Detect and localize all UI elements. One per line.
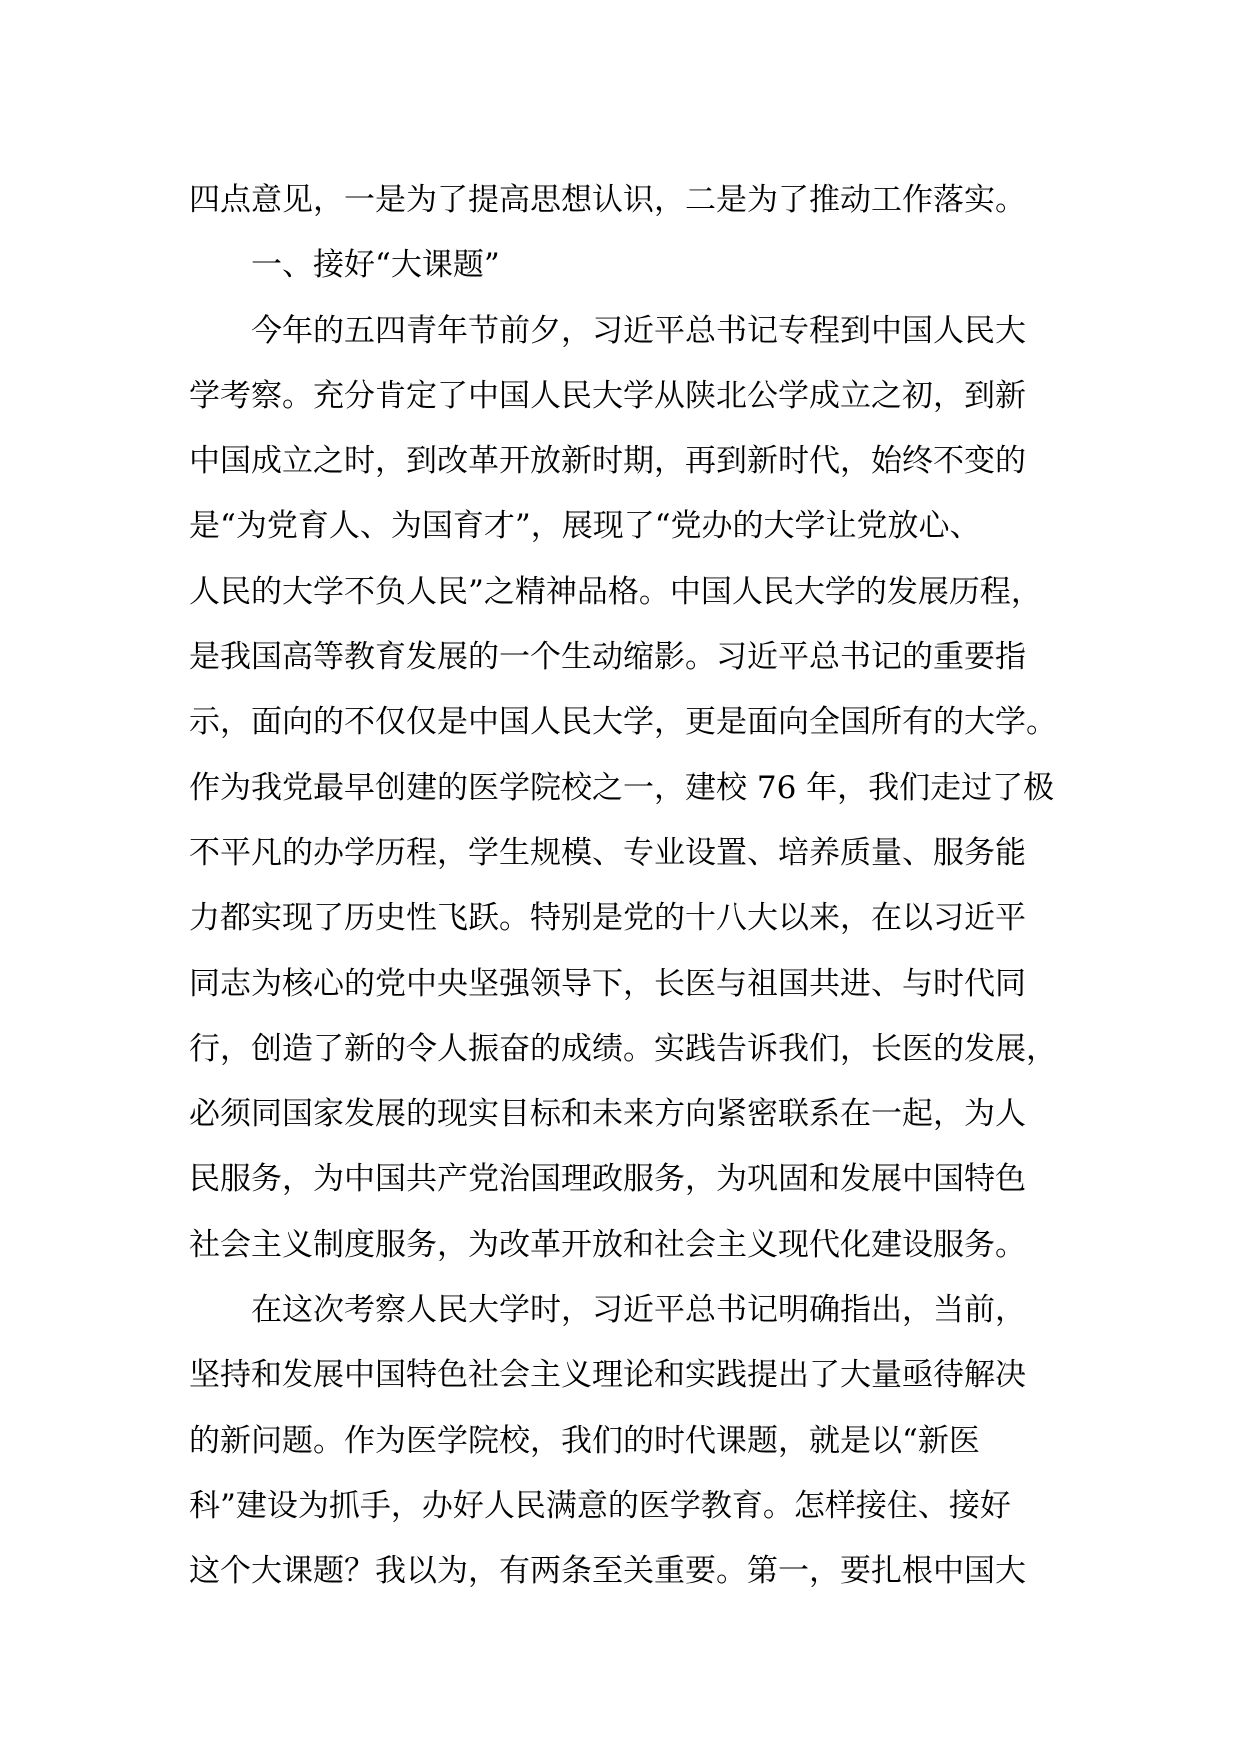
text-line: 不平凡的办学历程，学生规模、专业设置、培养质量、服务能	[189, 834, 1026, 871]
text-line: 坚持和发展中国特色社会主义理论和实践提出了大量亟待解决	[189, 1357, 1026, 1394]
text-line: 是“为党育人、为国育才”，展现了“党办的大学让党放心、	[189, 508, 981, 545]
text-line: 必须同国家发展的现实目标和未来方向紧密联系在一起，为人	[189, 1096, 1026, 1133]
text-line: 这个大课题？我以为，有两条至关重要。第一，要扎根中国大	[189, 1553, 1026, 1590]
text-line: 人民的大学不负人民”之精神品格。中国人民大学的发展历程，	[189, 573, 1042, 610]
text-line: 中国成立之时，到改革开放新时期，再到新时代，始终不变的	[189, 443, 1026, 480]
text-line: 的新问题。作为医学院校，我们的时代课题，就是以“新医	[189, 1422, 980, 1459]
text-line: 是我国高等教育发展的一个生动缩影。习近平总书记的重要指	[189, 639, 1026, 676]
text-line: 今年的五四青年节前夕，习近平总书记专程到中国人民大	[251, 312, 1026, 349]
section-heading: 一、接好“大课题”	[251, 247, 500, 284]
text-line: 社会主义制度服务，为改革开放和社会主义现代化建设服务。	[189, 1226, 1026, 1263]
text-line: 行，创造了新的令人振奋的成绩。实践告诉我们，长医的发展，	[189, 1030, 1057, 1067]
text-line: 学考察。充分肯定了中国人民大学从陕北公学成立之初，到新	[189, 377, 1026, 414]
text-line: 作为我党最早创建的医学院校之一，建校 76 年，我们走过了极	[189, 769, 1055, 806]
text-line: 四点意见，一是为了提高思想认识，二是为了推动工作落实。	[189, 182, 1026, 218]
text-line: 同志为核心的党中央坚强领导下，长医与祖国共进、与时代同	[189, 965, 1026, 1002]
document-body	[189, 168, 1084, 1605]
text-line: 示，面向的不仅仅是中国人民大学，更是面向全国所有的大学。	[189, 704, 1057, 741]
text-line: 民服务，为中国共产党治国理政服务，为巩固和发展中国特色	[189, 1161, 1026, 1198]
text-line: 在这次考察人民大学时，习近平总书记明确指出，当前，	[251, 1292, 1026, 1329]
text-line: 科”建设为抓手，办好人民满意的医学教育。怎样接住、接好	[189, 1487, 1011, 1524]
text-line: 力都实现了历史性飞跃。特别是党的十八大以来，在以习近平	[189, 900, 1026, 937]
